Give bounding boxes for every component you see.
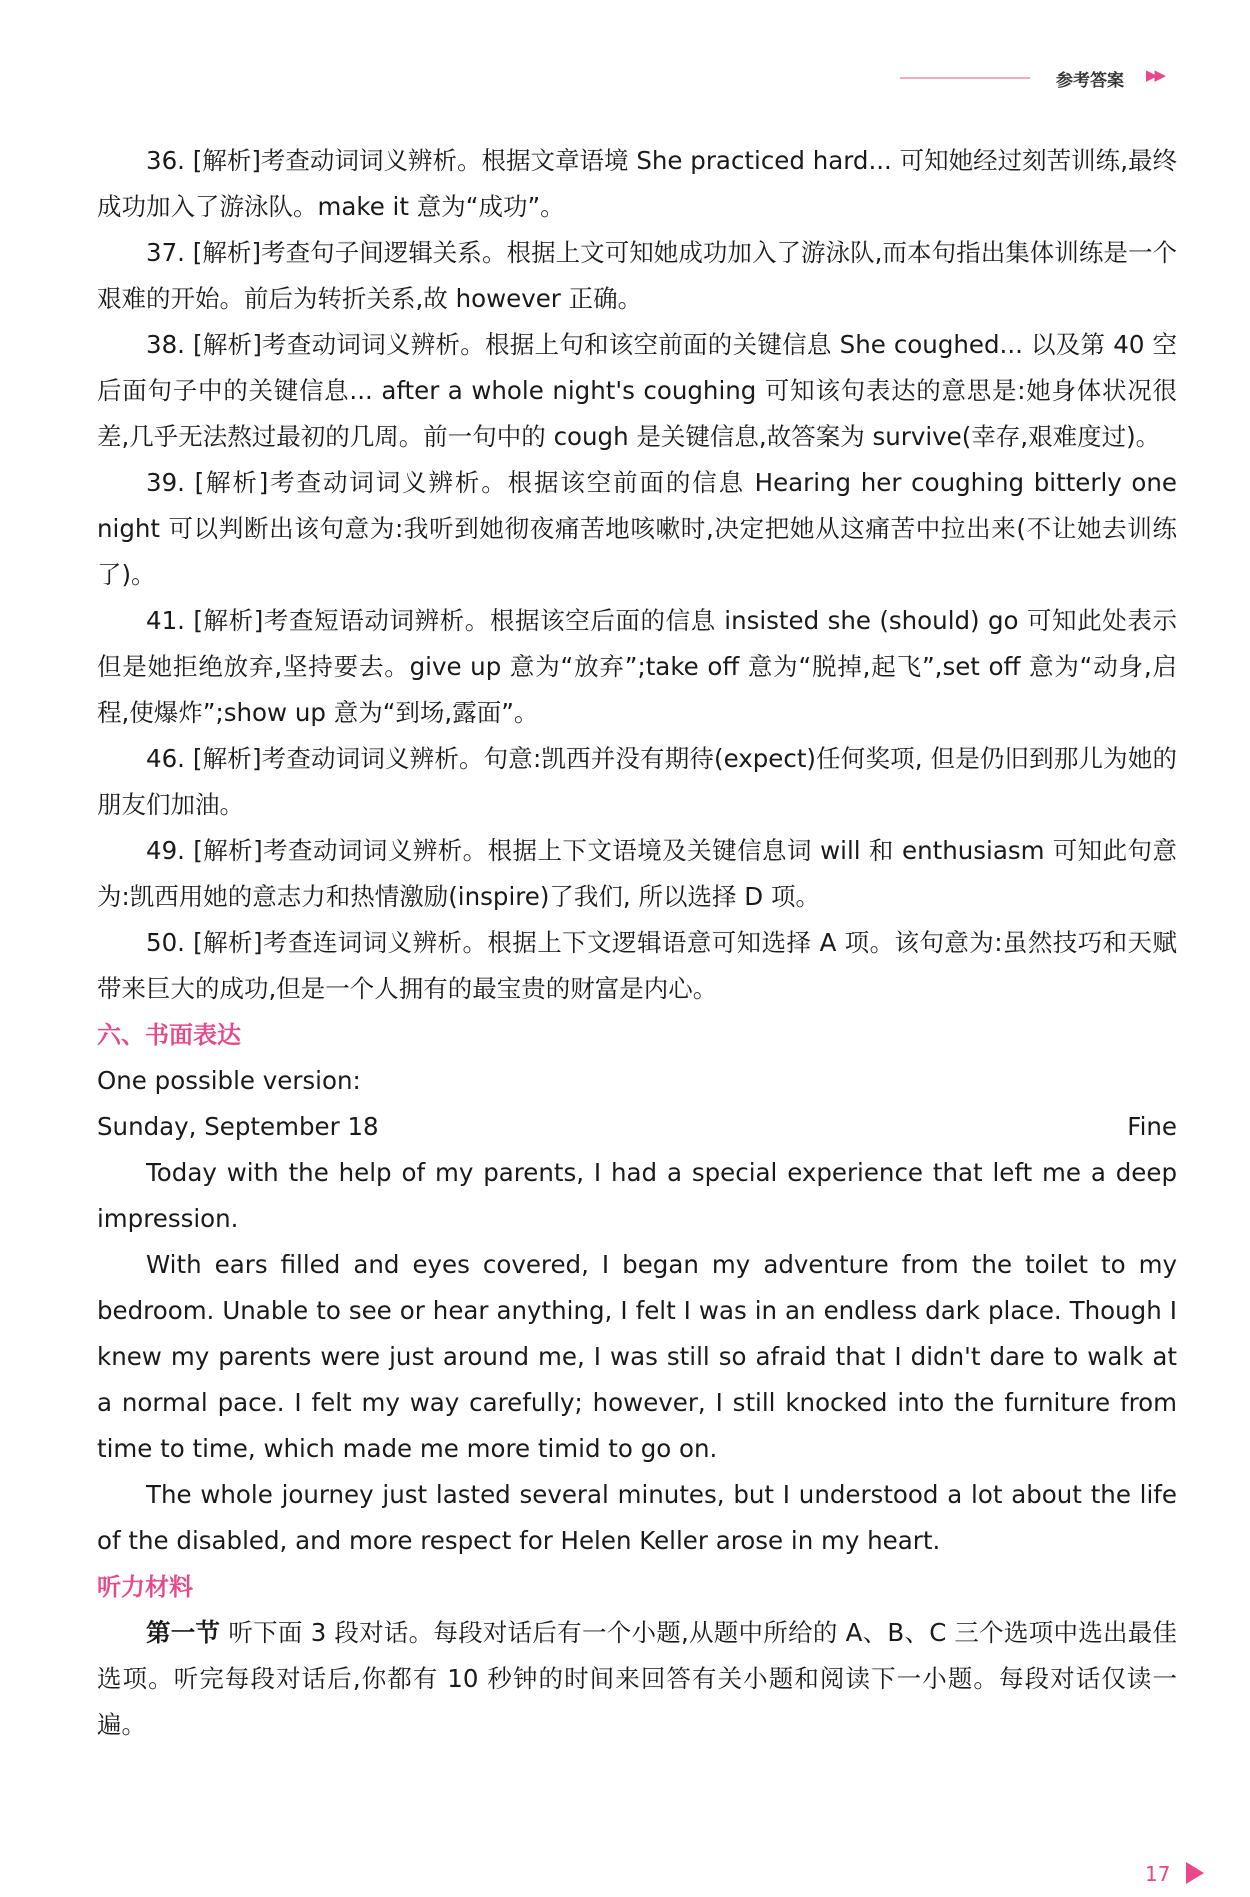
essay-paragraph: The whole journey just lasted several minutes, but I understood a lot about the life of the disabled, and more respect for Helen Keller arose in my heart.: [97, 1480, 1177, 1555]
answer-36: 36. [解析]考查动词词义辨析。根据文章语境 She practiced hard... 可知她经过刻苦训练,最终成功加入了游泳队。make it 意为“成功”。: [97, 146, 1177, 221]
answer-49: 49. [解析]考查动词词义辨析。根据上下文语境及关键信息词 will 和 enthusiasm 可知此句意为:凯西用她的意志力和热情激励(inspire)了我们, 所以选择 D 项。: [97, 836, 1177, 911]
page-header: [0, 66, 1250, 96]
listening-section-label: 第一节: [146, 1618, 221, 1647]
listening-section-heading: 听力材料: [97, 1573, 193, 1601]
answer-41: 41. [解析]考查短语动词辨析。根据该空后面的信息 insisted she (should) go 可知此处表示但是她拒绝放弃,坚持要去。give up 意为“放弃”;take off 意为“脱掉,起飞”,set off 意为“动身,启程,使爆炸”;show up 意为“到场,露面”。: [97, 606, 1177, 727]
listening-instructions: [97, 1610, 1177, 1748]
diary-date-line: [97, 1104, 1177, 1150]
page-number: 17: [1145, 1862, 1171, 1886]
header-divider-line: [900, 77, 1030, 79]
answer-50: 50. [解析]考查连词词义辨析。根据上下文逻辑语意可知选择 A 项。该句意为:虽然技巧和天赋带来巨大的成功,但是一个人拥有的最宝贵的财富是内心。: [97, 928, 1177, 1003]
diary-weather: Fine: [1127, 1112, 1177, 1141]
answer-39: 39. [解析]考查动词词义辨析。根据该空前面的信息 Hearing her coughing bitterly one night 可以判断出该句意为:我听到她彻夜痛苦地咳嗽时,决定把她从这痛苦中拉出来(不让她去训练了)。: [97, 468, 1177, 589]
writing-section-heading: 六、书面表达: [97, 1021, 241, 1049]
page-arrow-icon: [1186, 1862, 1204, 1884]
page-content: [97, 138, 1177, 1748]
essay-paragraph: Today with the help of my parents, I had a special experience that left me a deep impression.: [97, 1158, 1177, 1233]
header-title: 参考答案: [1056, 71, 1124, 91]
header-arrows-icon: ▶▶: [1146, 66, 1164, 84]
answer-37: 37. [解析]考查句子间逻辑关系。根据上文可知她成功加入了游泳队,而本句指出集体训练是一个艰难的开始。前后为转折关系,故 however 正确。: [97, 238, 1177, 313]
answer-38: 38. [解析]考查动词词义辨析。根据上句和该空前面的关键信息 She coughed... 以及第 40 空后面句子中的关键信息... after a whole night's coughing 可知该句表达的意思是:她身体状况很差,几乎无法熬过最初的几周。前一句中的 cough 是关键信息,故答案为 survive(幸存,艰难度过)。: [97, 330, 1177, 451]
listening-section-text: 听下面 3 段对话。每段对话后有一个小题,从题中所给的 A、B、C 三个选项中选出最佳选项。听完每段对话后,你都有 10 秒钟的时间来回答有关小题和阅读下一小题。每段对话仅读一遍。: [97, 1618, 1178, 1739]
diary-date: Sunday, September 18: [97, 1112, 379, 1141]
answer-46: 46. [解析]考查动词词义辨析。句意:凯西并没有期待(expect)任何奖项, 但是仍旧到那儿为她的朋友们加油。: [97, 744, 1177, 819]
essay-paragraph: With ears filled and eyes covered, I began my adventure from the toilet to my bedroom. Unable to see or hear anything, I felt I was in an endless dark place. Though I knew my parents were just around me, I was still so afraid that I didn't dare to walk at a normal pace. I felt my way carefully; however, I still knocked into the furniture from time to time, which made me more timid to go on.: [97, 1250, 1177, 1463]
writing-intro: One possible version:: [97, 1066, 361, 1095]
